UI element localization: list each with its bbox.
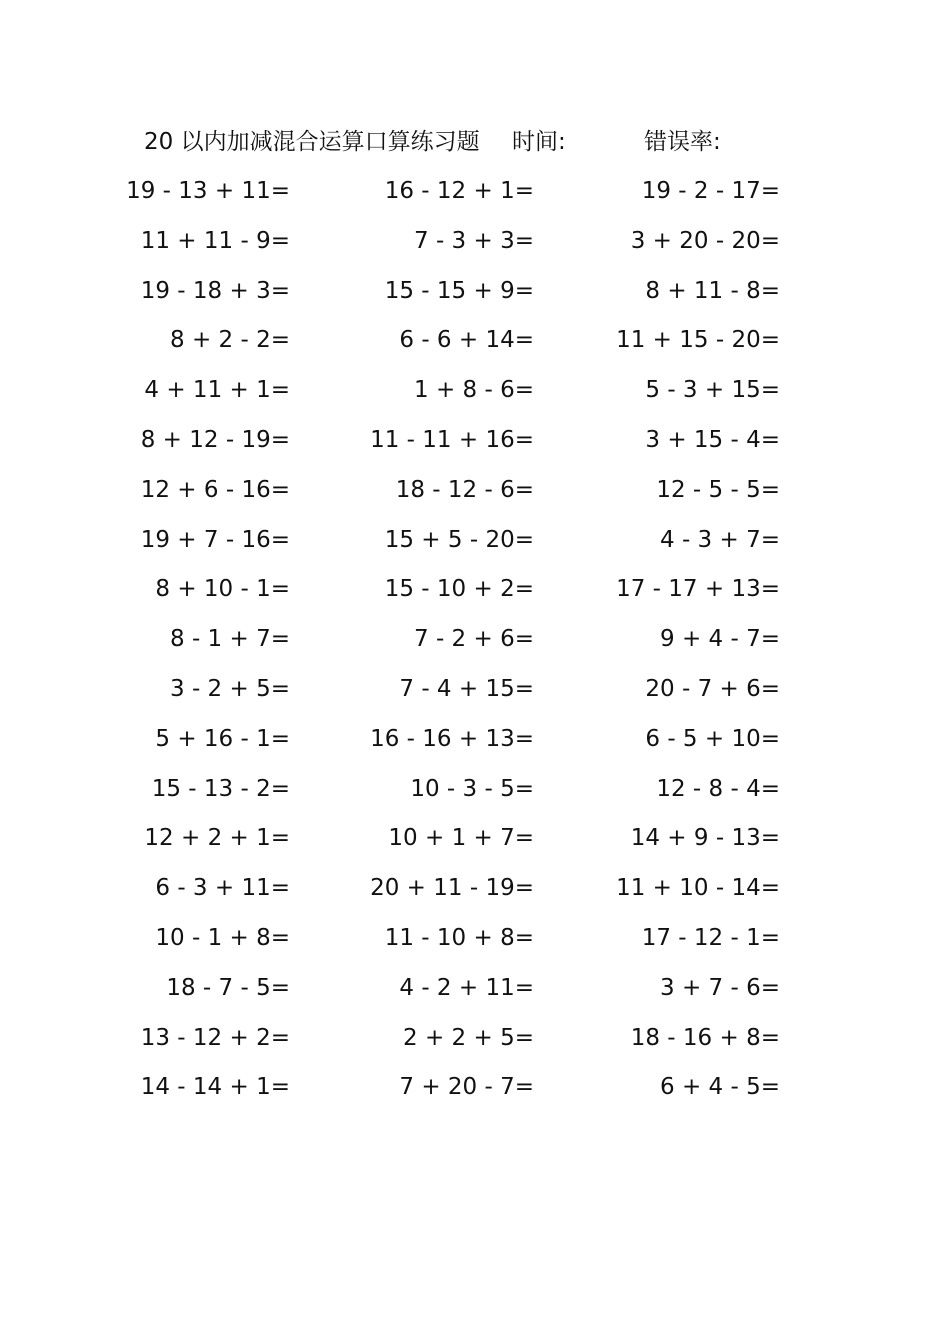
problem-row <box>0 1067 950 1117</box>
problem-item: 11 + 11 - 9= <box>140 227 290 254</box>
problem-item: 6 - 5 + 10= <box>645 725 780 752</box>
problem-item: 3 - 2 + 5= <box>170 675 290 702</box>
problem-item: 19 - 2 - 17= <box>641 178 780 204</box>
problem-row <box>0 669 950 719</box>
problem-item: 11 + 15 - 20= <box>616 327 780 354</box>
problem-item: 7 - 4 + 15= <box>399 675 534 702</box>
problem-item: 16 - 16 + 13= <box>370 725 534 752</box>
problem-item: 4 + 11 + 1= <box>144 377 290 404</box>
error-rate-label: 错误率: <box>644 129 721 155</box>
problem-item: 6 + 4 - 5= <box>660 1074 780 1101</box>
problem-row <box>0 470 950 520</box>
problem-item: 17 - 17 + 13= <box>616 576 780 603</box>
problem-item: 3 + 15 - 4= <box>645 426 780 453</box>
problem-row <box>0 818 950 868</box>
problem-item: 2 + 2 + 5= <box>403 1024 534 1051</box>
problem-item: 15 - 13 - 2= <box>151 775 290 802</box>
problem-item: 17 - 12 - 1= <box>641 924 780 951</box>
problem-row <box>0 619 950 669</box>
problem-item: 15 - 15 + 9= <box>384 277 534 304</box>
problem-item: 7 - 2 + 6= <box>414 626 534 653</box>
problem-item: 12 - 5 - 5= <box>656 476 780 503</box>
problem-item: 18 - 12 - 6= <box>395 476 534 503</box>
problem-row <box>0 520 950 570</box>
problem-item: 6 - 3 + 11= <box>155 875 290 902</box>
problem-row <box>0 569 950 619</box>
problem-row <box>0 221 950 271</box>
problem-row <box>0 1018 950 1068</box>
problem-item: 18 - 16 + 8= <box>630 1024 780 1051</box>
problem-item: 3 + 7 - 6= <box>660 974 780 1001</box>
problem-row <box>0 868 950 918</box>
worksheet-header <box>144 122 844 162</box>
problem-item: 18 - 7 - 5= <box>166 974 290 1001</box>
problem-item: 4 - 2 + 11= <box>399 974 534 1001</box>
problem-item: 11 + 10 - 14= <box>616 875 780 902</box>
problem-row <box>0 968 950 1018</box>
problem-item: 7 + 20 - 7= <box>399 1074 534 1101</box>
problem-item: 13 - 12 + 2= <box>140 1024 290 1051</box>
problem-item: 20 - 7 + 6= <box>645 675 780 702</box>
problem-item: 19 - 18 + 3= <box>140 277 290 304</box>
problem-row <box>0 769 950 819</box>
problem-item: 11 - 10 + 8= <box>384 924 534 951</box>
problem-item: 14 - 14 + 1= <box>140 1074 290 1101</box>
time-label: 时间: <box>512 129 566 155</box>
problem-item: 14 + 9 - 13= <box>630 825 780 852</box>
problem-item: 10 - 1 + 8= <box>155 924 290 951</box>
problem-item: 11 - 11 + 16= <box>370 426 534 453</box>
problem-item: 10 + 1 + 7= <box>388 825 534 852</box>
problem-item: 5 + 16 - 1= <box>155 725 290 752</box>
problem-item: 12 + 6 - 16= <box>140 476 290 503</box>
problem-item: 8 + 2 - 2= <box>170 327 290 354</box>
problem-item: 6 - 6 + 14= <box>399 327 534 354</box>
problem-item: 12 - 8 - 4= <box>656 775 780 802</box>
problem-item: 3 + 20 - 20= <box>630 227 780 254</box>
problem-item: 5 - 3 + 15= <box>645 377 780 404</box>
problem-item: 16 - 12 + 1= <box>384 178 534 204</box>
problem-item: 1 + 8 - 6= <box>414 377 534 404</box>
problem-item: 19 + 7 - 16= <box>140 526 290 553</box>
problem-item: 15 + 5 - 20= <box>384 526 534 553</box>
problem-item: 20 + 11 - 19= <box>370 875 534 902</box>
problem-item: 8 - 1 + 7= <box>170 626 290 653</box>
problem-item: 9 + 4 - 7= <box>660 626 780 653</box>
problem-item: 19 - 13 + 11= <box>126 178 290 204</box>
problem-row <box>0 719 950 769</box>
problem-item: 7 - 3 + 3= <box>414 227 534 254</box>
problem-grid <box>0 171 950 1117</box>
problem-row <box>0 271 950 321</box>
problem-row <box>0 171 950 221</box>
problem-row <box>0 918 950 968</box>
problem-item: 8 + 11 - 8= <box>645 277 780 304</box>
problem-item: 4 - 3 + 7= <box>660 526 780 553</box>
problem-item: 8 + 10 - 1= <box>155 576 290 603</box>
problem-item: 12 + 2 + 1= <box>144 825 290 852</box>
problem-item: 15 - 10 + 2= <box>384 576 534 603</box>
problem-row <box>0 320 950 370</box>
worksheet-title: 20 以内加减混合运算口算练习题 <box>144 129 480 155</box>
problem-row <box>0 420 950 470</box>
problem-row <box>0 370 950 420</box>
problem-item: 8 + 12 - 19= <box>140 426 290 453</box>
problem-item: 10 - 3 - 5= <box>410 775 534 802</box>
